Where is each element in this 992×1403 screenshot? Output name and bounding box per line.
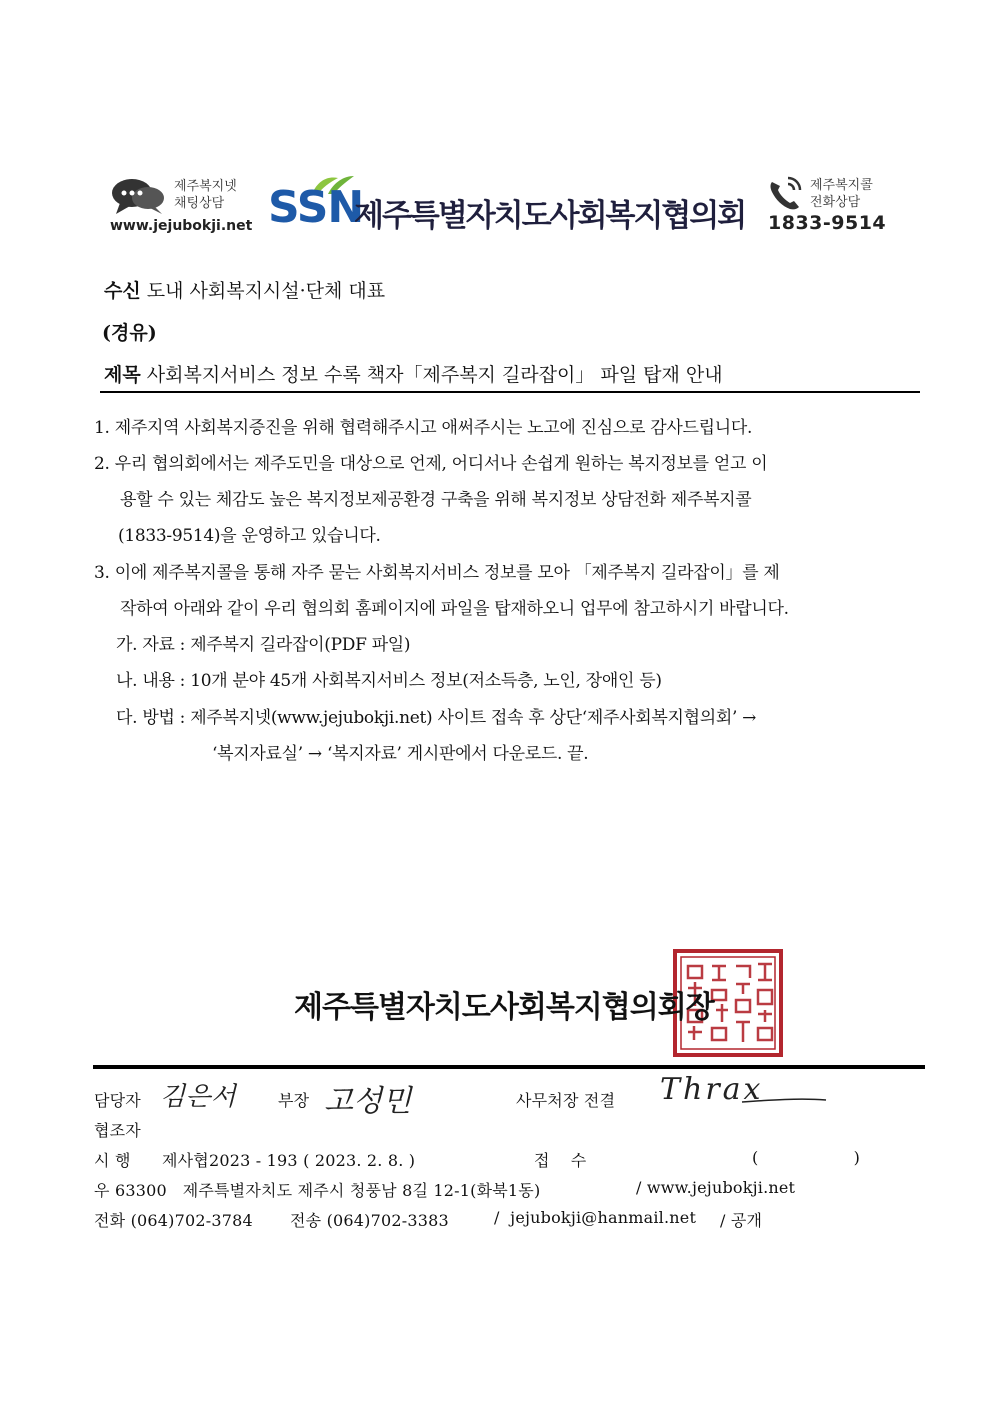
call-line-1: 제주복지콜 <box>810 178 873 193</box>
item-c-line-1: 다. 방법 : 제주복지넷(www.jejubokji.net) 사이트 접속 후 상단‘제주사회복지협의회’ → <box>116 708 757 728</box>
recipient-label: 수신 <box>104 280 141 302</box>
paragraph-2-line-1: 2. 우리 협의회에서는 제주도민을 대상으로 언제, 어디서나 손쉽게 원하는 복지정보를 얻고 이 <box>94 454 768 474</box>
chat-line-1: 제주복지넷 <box>174 179 237 194</box>
subject-line <box>104 360 723 387</box>
subject-label: 제목 <box>104 364 141 386</box>
website-url: www.jejubokji.net <box>110 218 253 234</box>
item-b: 나. 내용 : 10개 분야 45개 사회복지서비스 정보(저소득층, 노인, 장애인 등) <box>116 671 662 691</box>
signature-stroke <box>740 1090 830 1110</box>
signatory-title: 제주특별자치도사회복지협의회장 <box>294 990 714 1025</box>
address: 우 63300 제주특별자치도 제주시 청풍남 8길 12-1(화북1동) <box>94 1181 541 1200</box>
chat-bubbles-icon <box>110 176 168 216</box>
dept-head-label: 부장 <box>278 1091 310 1110</box>
paragraph-2-line-3: (1833-9514)을 운영하고 있습니다. <box>118 526 381 546</box>
address-website: / www.jejubokji.net <box>636 1178 796 1197</box>
coop-label: 협조자 <box>94 1121 141 1140</box>
secretary-signature: Thrax <box>660 1072 764 1107</box>
enforce-value: 제사협2023 - 193 ( 2023. 2. 8. ) <box>162 1151 416 1170</box>
enforce-label: 시 행 <box>94 1151 131 1170</box>
footer-divider <box>93 1065 925 1069</box>
receipt-label: 접 수 <box>534 1151 587 1170</box>
paragraph-3-line-1: 3. 이에 제주복지콜을 통해 자주 묻는 사회복지서비스 정보를 모아 「제주복지 길라잡이」를 제 <box>94 563 780 583</box>
phone-icon <box>766 174 806 212</box>
receipt-value: ( ) <box>752 1148 861 1167</box>
chat-line-2: 채팅상담 <box>174 196 225 211</box>
ssn-logo: SSN <box>268 182 364 233</box>
staff-signature: 김은서 <box>160 1082 236 1112</box>
item-a: 가. 자료 : 제주복지 길라잡이(PDF 파일) <box>116 635 411 655</box>
disclosure: / 공개 <box>720 1211 763 1230</box>
recipient-value: 도내 사회복지시설·단체 대표 <box>146 280 386 302</box>
item-c-line-2: ‘복지자료실’ → ‘복지자료’ 게시판에서 다운로드. 끝. <box>212 744 589 764</box>
phone: 전화 (064)702-3784 <box>94 1211 253 1230</box>
paragraph-3-line-2: 작하여 아래와 같이 우리 협의회 홈페이지에 파일을 탑재하오니 업무에 참고하시기 바랍니다. <box>120 599 789 619</box>
paragraph-1: 1. 제주지역 사회복지증진을 위해 협력해주시고 애써주시는 노고에 진심으로 감사드립니다. <box>94 418 753 438</box>
dept-head-signature: 고성민 <box>324 1084 412 1119</box>
fax: 전송 (064)702-3383 <box>290 1211 449 1230</box>
via-label: (경유) <box>102 322 157 344</box>
staff-label: 담당자 <box>94 1091 141 1110</box>
email: / jejubokji@hanmail.net <box>494 1208 697 1227</box>
org-name-logo: 제주특별자치도사회복지협의회 <box>354 198 746 234</box>
call-number: 1833-9514 <box>768 212 887 234</box>
paragraph-2-line-2: 용할 수 있는 체감도 높은 복지정보제공환경 구축을 위해 복지정보 상담전화 제주복지콜 <box>120 490 752 510</box>
recipient-line <box>104 276 385 303</box>
subject-divider <box>100 391 920 393</box>
secretary-label: 사무처장 전결 <box>516 1091 616 1110</box>
subject-value: 사회복지서비스 정보 수록 책자「제주복지 길라잡이」 파일 탑재 안내 <box>146 364 723 386</box>
call-line-2: 전화상담 <box>810 195 861 210</box>
